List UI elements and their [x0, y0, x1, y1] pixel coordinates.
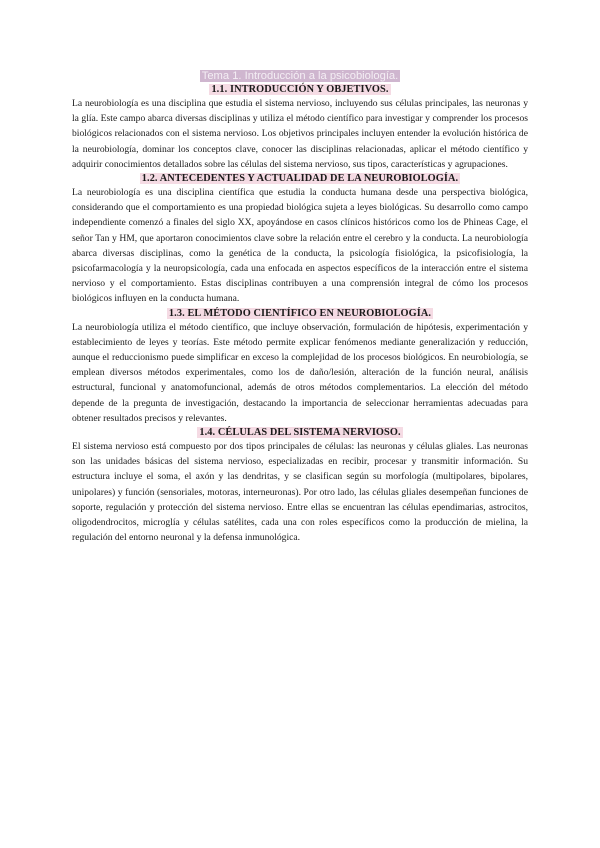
document-content — [72, 70, 528, 545]
section-heading-1-1 — [72, 83, 528, 96]
section-heading-1-3-text: 1.3. EL MÉTODO CIENTÍFICO EN NEUROBIOLOGÍA. — [168, 307, 432, 319]
document-title — [72, 70, 528, 83]
section-body-1-3: La neurobiología utiliza el método científico, que incluye observación, formulación de hipótesis, experimentación y establecimiento de leyes y teorías. Este método permite explicar fenómenos mediante generalización y reducción, aunque el reduccionismo puede simplificar en exceso la complejidad de los procesos biológicos. En neurobiología, se emplean diversos métodos experimentales, como los de daño/lesión, alteración de la función neural, análisis estructural, funcional y anatomofuncional, además de otros métodos complementarios. La elección del método depende de la pregunta de investigación, destacando la importancia de seleccionar herramientas adecuadas para obtener resultados precisos y relevantes. — [72, 321, 528, 424]
section-body-1-4: El sistema nervioso está compuesto por dos tipos principales de células: las neuronas y células gliales. Las neuronas son las unidades básicas del sistema nervioso, especializadas en recibir, procesar y transmitir información. Su estructura incluye el soma, el axón y las dendritas, y se clasifican según su morfología (multipolares, bipolares, unipolares) y función (sensoriales, motoras, interneuronas). Por otro lado, las células gliales desempeñan funciones de soporte, regulación y protección del sistema nervioso. Entre ellas se encuentran las células ependimarias, astrocitos, oligodendrocitos, microglía y células satélites, cada una con roles específicos como la producción de mielina, la regulación del entorno neuronal y la defensa inmunológica. — [72, 441, 528, 544]
section-heading-1-4-text: 1.4. CÉLULAS DEL SISTEMA NERVIOSO. — [199, 427, 401, 439]
section-body-1-2: La neurobiología es una disciplina científica que estudia la conducta humana desde una perspectiva biológica, considerando que el comportamiento es una propiedad biológica sujeta a leyes biológicas. Su desarrollo como campo independiente comenzó a finales del siglo XX, apoyándose en casos clínicos históricos como los de Phineas Cage, el señor Tan y HM, que aportaron conocimientos clave sobre la relación entre el cerebro y la conducta. La neurobiología abarca diversas disciplinas, como la genética de la conducta, la psicología fisiológica, la psicofisiología, la psicofarmacología y la neuropsicología, cada una enfocada en aspectos específicos de la interacción entre el sistema nervioso y el comportamiento. Estas disciplinas contribuyen a una comprensión integral de cómo los procesos biológicos influyen en la conducta humana. — [72, 187, 528, 305]
section-body-1-1: La neurobiología es una disciplina que estudia el sistema nervioso, incluyendo sus células principales, las neuronas y la glía. Este campo abarca diversas disciplinas y utiliza el método científico para investigar y comprender los procesos biológicos relacionados con el sistema nervioso. Los objetivos principales incluyen entender la evolución histórica de la neurobiología, dominar los conceptos clave, conocer las disciplinas relacionadas, aplicar el método científico y adquirir conocimientos detallados sobre las células del sistema nervioso, sus tipos, características y agrupaciones. — [72, 98, 528, 170]
document-title-text: Tema 1. Introducción a la psicobiología. — [201, 70, 399, 82]
section-heading-1-4 — [72, 426, 528, 439]
section-heading-1-3 — [72, 307, 528, 320]
section-heading-1-1-text: 1.1. INTRODUCCIÓN Y OBJETIVOS. — [211, 84, 389, 95]
section-heading-1-2-text: 1.2. ANTECEDENTES Y ACTUALIDAD DE LA NEUROBIOLOGÍA. — [141, 173, 459, 185]
section-heading-1-2 — [72, 172, 528, 185]
